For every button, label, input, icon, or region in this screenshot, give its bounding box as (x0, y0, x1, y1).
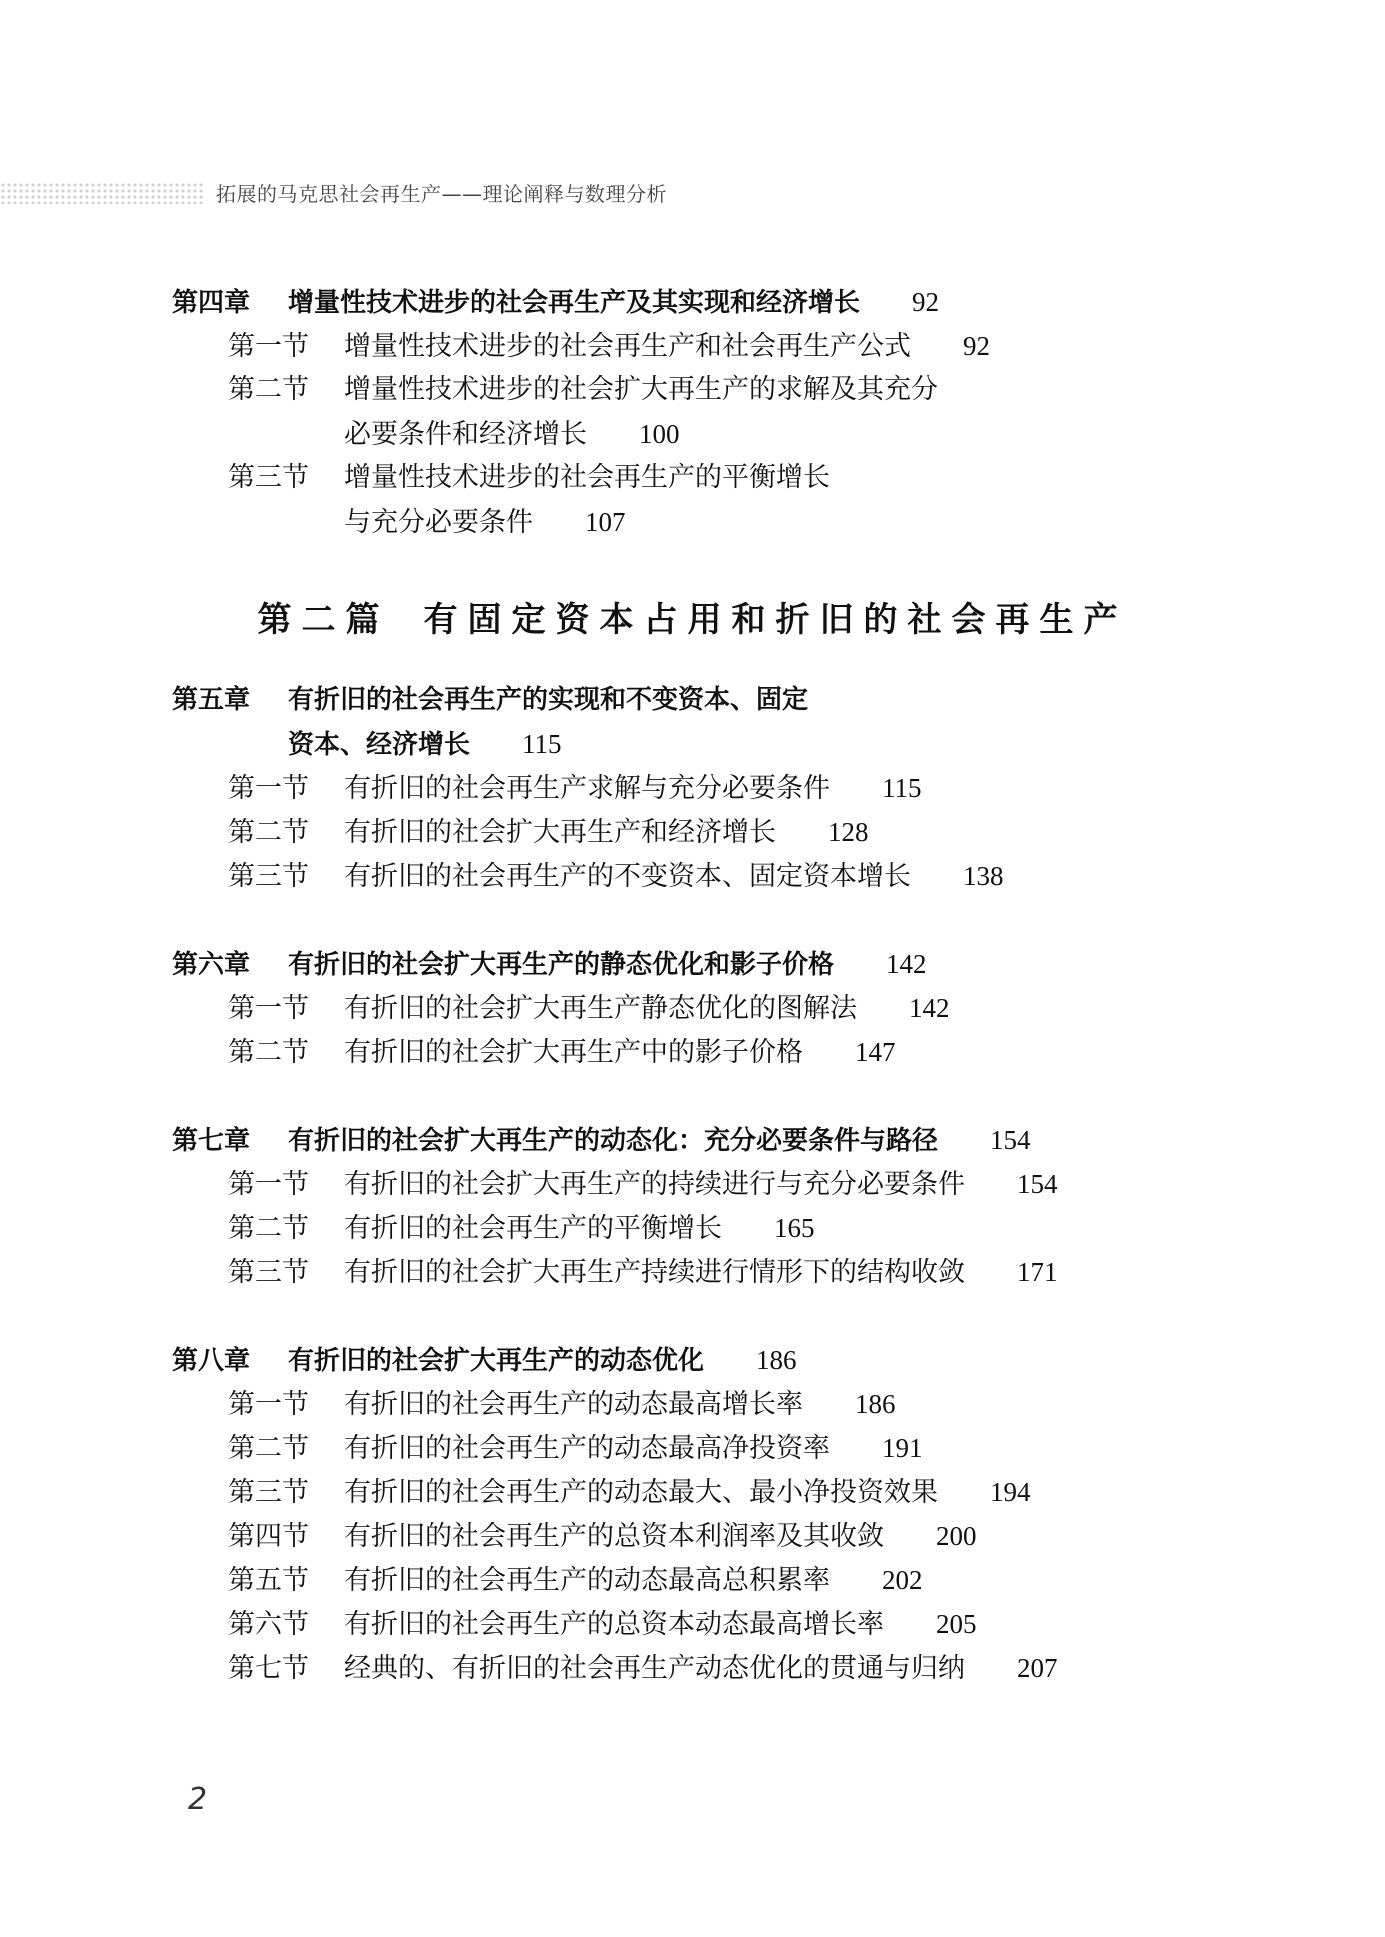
page-ref: 92 (912, 287, 940, 317)
part-title: 有固定资本占用和折旧的社会再生产 (423, 600, 1128, 640)
chapter-entry-continued[interactable] (288, 724, 562, 764)
chapter-entry[interactable] (172, 1120, 1031, 1160)
section-label: 第二节 (228, 1213, 309, 1244)
section-title: 增量性技术进步的社会再生产的平衡增长 (344, 462, 830, 493)
chapter-label: 第五章 (172, 685, 251, 715)
page-ref: 200 (936, 1521, 977, 1551)
section-entry[interactable] (228, 1648, 1058, 1688)
chapter-title: 有折旧的社会再生产的实现和不变资本、固定 (288, 685, 809, 715)
page-ref: 186 (855, 1389, 896, 1419)
chapter-entry[interactable] (172, 1340, 797, 1380)
page-ref: 194 (990, 1477, 1031, 1507)
section-title: 有折旧的社会再生产的平衡增长 (344, 1213, 722, 1244)
section-label: 第三节 (228, 1257, 309, 1288)
section-label: 第二节 (228, 817, 309, 848)
page-ref: 92 (963, 331, 990, 361)
page-ref: 138 (963, 861, 1004, 891)
section-title: 有折旧的社会扩大再生产的持续进行与充分必要条件 (344, 1169, 965, 1200)
chapter-label: 第六章 (172, 950, 251, 980)
page-ref: 165 (774, 1213, 815, 1243)
section-title: 有折旧的社会再生产求解与充分必要条件 (344, 773, 830, 804)
page-ref: 205 (936, 1609, 977, 1639)
section-entry[interactable] (228, 988, 950, 1028)
section-title: 增量性技术进步的社会扩大再生产的求解及其充分 (344, 374, 938, 405)
section-title-continued: 与充分必要条件 (344, 507, 533, 538)
section-label: 第二节 (228, 1037, 309, 1068)
section-title: 有折旧的社会扩大再生产中的影子价格 (344, 1037, 803, 1068)
section-entry[interactable] (228, 1032, 896, 1072)
page-ref: 207 (1017, 1653, 1058, 1683)
section-title: 有折旧的社会再生产的不变资本、固定资本增长 (344, 861, 911, 892)
section-title: 增量性技术进步的社会再生产和社会再生产公式 (344, 331, 911, 362)
section-label: 第二节 (228, 1433, 309, 1464)
section-entry[interactable] (228, 1384, 896, 1424)
chapter-entry[interactable] (172, 944, 927, 984)
part-label: 第二篇 (257, 600, 390, 640)
section-entry-continued[interactable] (344, 414, 680, 454)
section-entry[interactable] (228, 1516, 977, 1556)
dotted-ornament (0, 182, 205, 204)
page-ref: 128 (828, 817, 869, 847)
chapter-label: 第八章 (172, 1346, 251, 1376)
section-title: 有折旧的社会再生产的动态最高增长率 (344, 1389, 803, 1420)
section-label: 第五节 (228, 1565, 309, 1596)
section-title: 有折旧的社会再生产的总资本动态最高增长率 (344, 1609, 884, 1640)
page-ref: 147 (855, 1037, 896, 1067)
section-entry[interactable] (228, 812, 869, 852)
section-label: 第四节 (228, 1521, 309, 1552)
section-entry[interactable] (228, 1472, 1031, 1512)
section-title: 有折旧的社会扩大再生产持续进行情形下的结构收敛 (344, 1257, 965, 1288)
chapter-label: 第四章 (172, 288, 251, 318)
section-entry[interactable] (228, 1164, 1058, 1204)
section-title: 有折旧的社会扩大再生产和经济增长 (344, 817, 776, 848)
section-label: 第一节 (228, 993, 309, 1024)
chapter-entry[interactable] (172, 680, 808, 720)
section-label: 第三节 (228, 861, 309, 892)
section-label: 第一节 (228, 1389, 309, 1420)
section-label: 第一节 (228, 1169, 309, 1200)
page-ref: 100 (639, 419, 680, 449)
page-ref: 115 (882, 773, 922, 803)
section-entry[interactable] (228, 1604, 977, 1644)
section-entry[interactable] (228, 1252, 1058, 1292)
section-label: 第六节 (228, 1609, 309, 1640)
section-entry[interactable] (228, 1560, 923, 1600)
page-ref: 171 (1017, 1257, 1058, 1287)
page-ref: 191 (882, 1433, 923, 1463)
section-entry[interactable] (228, 370, 938, 410)
page-number: 2 (188, 1782, 208, 1817)
page-ref: 154 (990, 1125, 1031, 1155)
section-label: 第三节 (228, 462, 309, 493)
section-entry-continued[interactable] (344, 502, 626, 542)
section-title: 有折旧的社会再生产的动态最高净投资率 (344, 1433, 830, 1464)
section-title: 有折旧的社会再生产的动态最大、最小净投资效果 (344, 1477, 938, 1508)
section-label: 第七节 (228, 1653, 309, 1684)
section-label: 第一节 (228, 331, 309, 362)
section-title: 有折旧的社会再生产的总资本利润率及其收敛 (344, 1521, 884, 1552)
section-entry[interactable] (228, 458, 830, 498)
section-entry[interactable] (228, 1428, 923, 1468)
section-entry[interactable] (228, 326, 990, 366)
page-ref: 142 (909, 993, 950, 1023)
chapter-title: 有折旧的社会扩大再生产的动态优化 (288, 1346, 705, 1376)
section-entry[interactable] (228, 1208, 815, 1248)
page-ref: 107 (585, 507, 626, 537)
section-title-continued: 必要条件和经济增长 (344, 419, 587, 450)
page-ref: 186 (756, 1345, 797, 1375)
section-entry[interactable] (228, 768, 922, 808)
section-title: 有折旧的社会扩大再生产静态优化的图解法 (344, 993, 857, 1024)
chapter-title: 有折旧的社会扩大再生产的静态优化和影子价格 (288, 950, 835, 980)
section-label: 第三节 (228, 1477, 309, 1508)
section-title: 有折旧的社会再生产的动态最高总积累率 (344, 1565, 830, 1596)
chapter-label: 第七章 (172, 1126, 251, 1156)
chapter-title: 有折旧的社会扩大再生产的动态化：充分必要条件与路径 (288, 1126, 939, 1156)
section-entry[interactable] (228, 856, 1004, 896)
page-ref: 142 (886, 949, 927, 979)
section-label: 第二节 (228, 374, 309, 405)
running-title: 拓展的马克思社会再生产——理论阐释与数理分析 (216, 182, 667, 206)
running-header (0, 178, 1385, 208)
section-title: 经典的、有折旧的社会再生产动态优化的贯通与归纳 (344, 1653, 965, 1684)
page-ref: 202 (882, 1565, 923, 1595)
page-ref: 154 (1017, 1169, 1058, 1199)
chapter-entry[interactable] (172, 282, 939, 322)
page-ref: 115 (522, 729, 562, 759)
chapter-title-continued: 资本、经济增长 (288, 730, 471, 760)
part-heading (0, 592, 1385, 641)
chapter-title: 增量性技术进步的社会再生产及其实现和经济增长 (288, 288, 861, 318)
section-label: 第一节 (228, 773, 309, 804)
